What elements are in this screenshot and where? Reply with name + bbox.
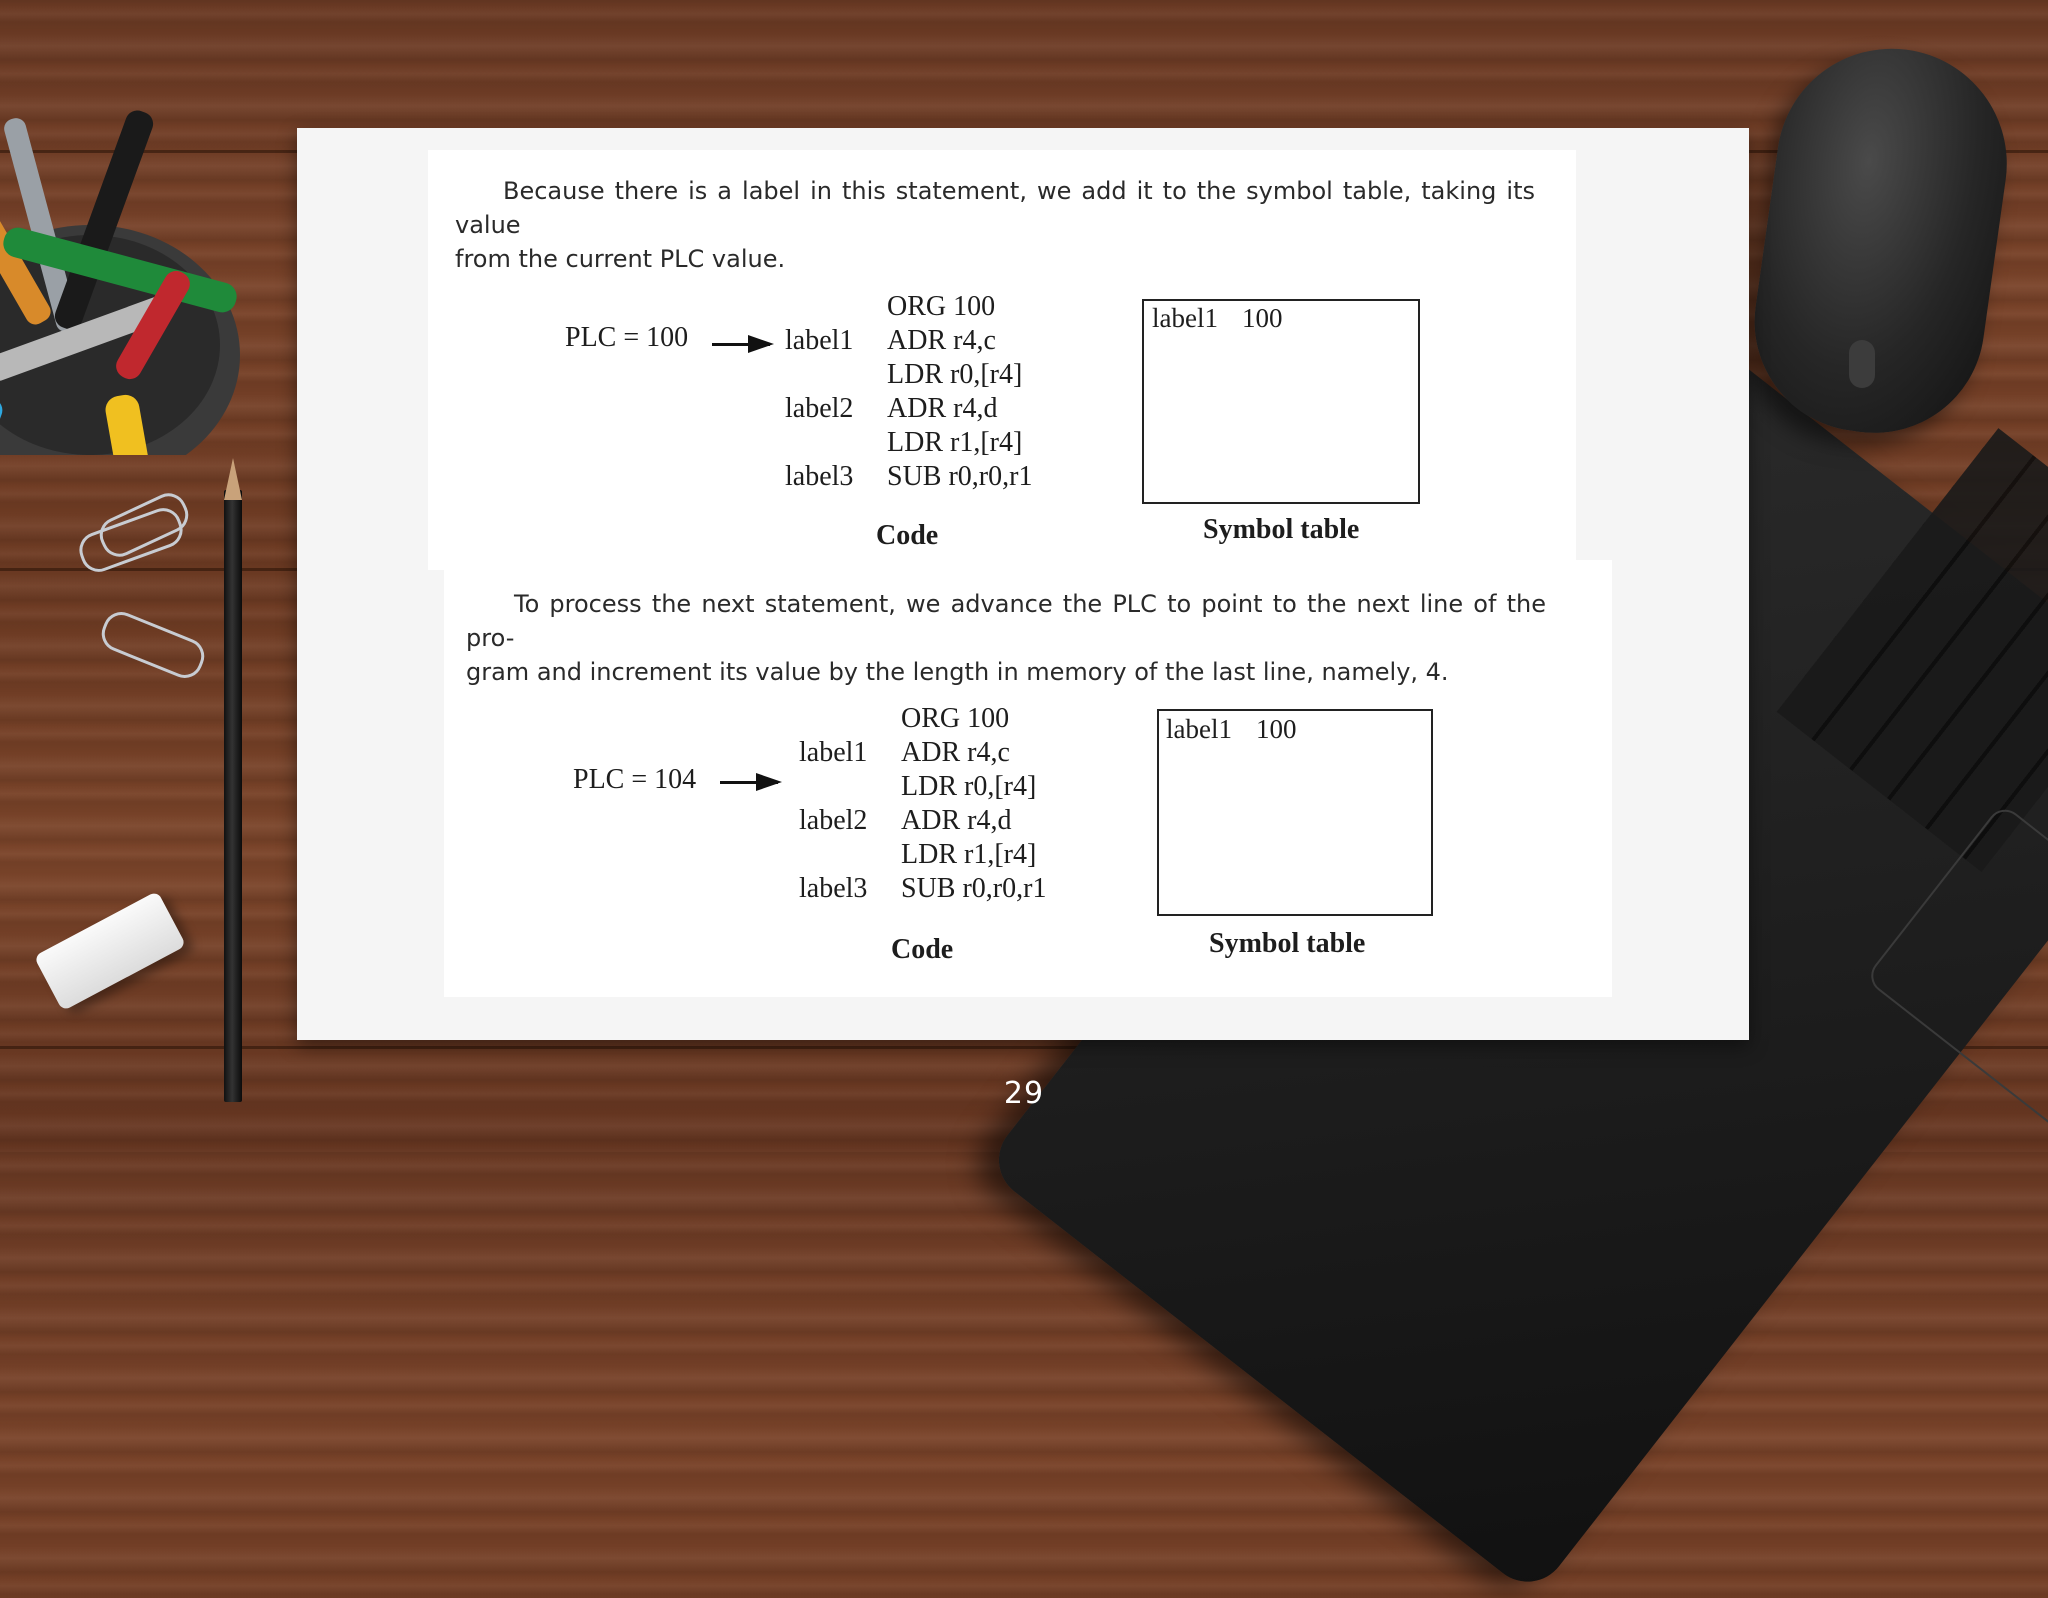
paragraph-2-line-2: gram and increment its value by the length in memory of the last line, namely, 4. bbox=[466, 658, 1449, 686]
code-instruction: SUB r0,r0,r1 bbox=[901, 873, 1047, 904]
code-caption: Code bbox=[891, 934, 954, 965]
pencil-tip bbox=[224, 458, 242, 500]
paperclip-icon bbox=[96, 607, 209, 684]
code-instruction: ADR r4,d bbox=[887, 393, 998, 424]
code-instruction: ORG 100 bbox=[901, 703, 1010, 734]
mouse-wheel bbox=[1849, 340, 1875, 388]
code-label: label2 bbox=[785, 393, 854, 424]
arrow-icon bbox=[712, 343, 770, 346]
plc-value: PLC = 104 bbox=[573, 764, 697, 795]
paragraph-2 bbox=[466, 587, 1546, 689]
code-instruction: LDR r0,[r4] bbox=[887, 359, 1023, 390]
code-caption: Code bbox=[876, 520, 939, 551]
code-label: label3 bbox=[799, 873, 868, 904]
code-instruction: ADR r4,c bbox=[901, 737, 1010, 768]
code-instruction: ADR r4,c bbox=[887, 325, 996, 356]
code-instruction: LDR r1,[r4] bbox=[901, 839, 1037, 870]
paragraph-2-line-1: To process the next statement, we advance the PLC to point to the next line of the pro- bbox=[466, 590, 1546, 652]
page-number: 29 bbox=[1003, 1076, 1045, 1111]
code-instruction: SUB r0,r0,r1 bbox=[887, 461, 1033, 492]
symbol-value: 100 bbox=[1241, 303, 1283, 333]
pencil-image bbox=[224, 490, 242, 1102]
symbol-table-caption: Symbol table bbox=[1209, 928, 1366, 959]
symbol-value: 100 bbox=[1255, 714, 1297, 744]
arrow-icon bbox=[720, 781, 778, 784]
symbol-table-entry bbox=[1166, 714, 1296, 745]
plc-value: PLC = 100 bbox=[565, 322, 689, 353]
paragraph-1 bbox=[455, 174, 1535, 276]
code-instruction: LDR r0,[r4] bbox=[901, 771, 1037, 802]
paragraph-1-line-1: Because there is a label in this statement, we add it to the symbol table, taking its value bbox=[455, 177, 1535, 239]
code-label: label1 bbox=[785, 325, 854, 356]
code-label: label2 bbox=[799, 805, 868, 836]
symbol-name: label1 bbox=[1152, 303, 1218, 333]
symbol-table-caption: Symbol table bbox=[1203, 514, 1360, 545]
code-instruction: LDR r1,[r4] bbox=[887, 427, 1023, 458]
mouse-image bbox=[1740, 34, 2021, 447]
pen-cup-image bbox=[0, 95, 260, 455]
code-label: label1 bbox=[799, 737, 868, 768]
code-instruction: ADR r4,d bbox=[901, 805, 1012, 836]
code-label: label3 bbox=[785, 461, 854, 492]
code-instruction: ORG 100 bbox=[887, 291, 996, 322]
symbol-table-entry bbox=[1152, 303, 1282, 334]
paragraph-1-line-2: from the current PLC value. bbox=[455, 245, 786, 273]
eraser-image bbox=[34, 891, 187, 1011]
symbol-name: label1 bbox=[1166, 714, 1232, 744]
